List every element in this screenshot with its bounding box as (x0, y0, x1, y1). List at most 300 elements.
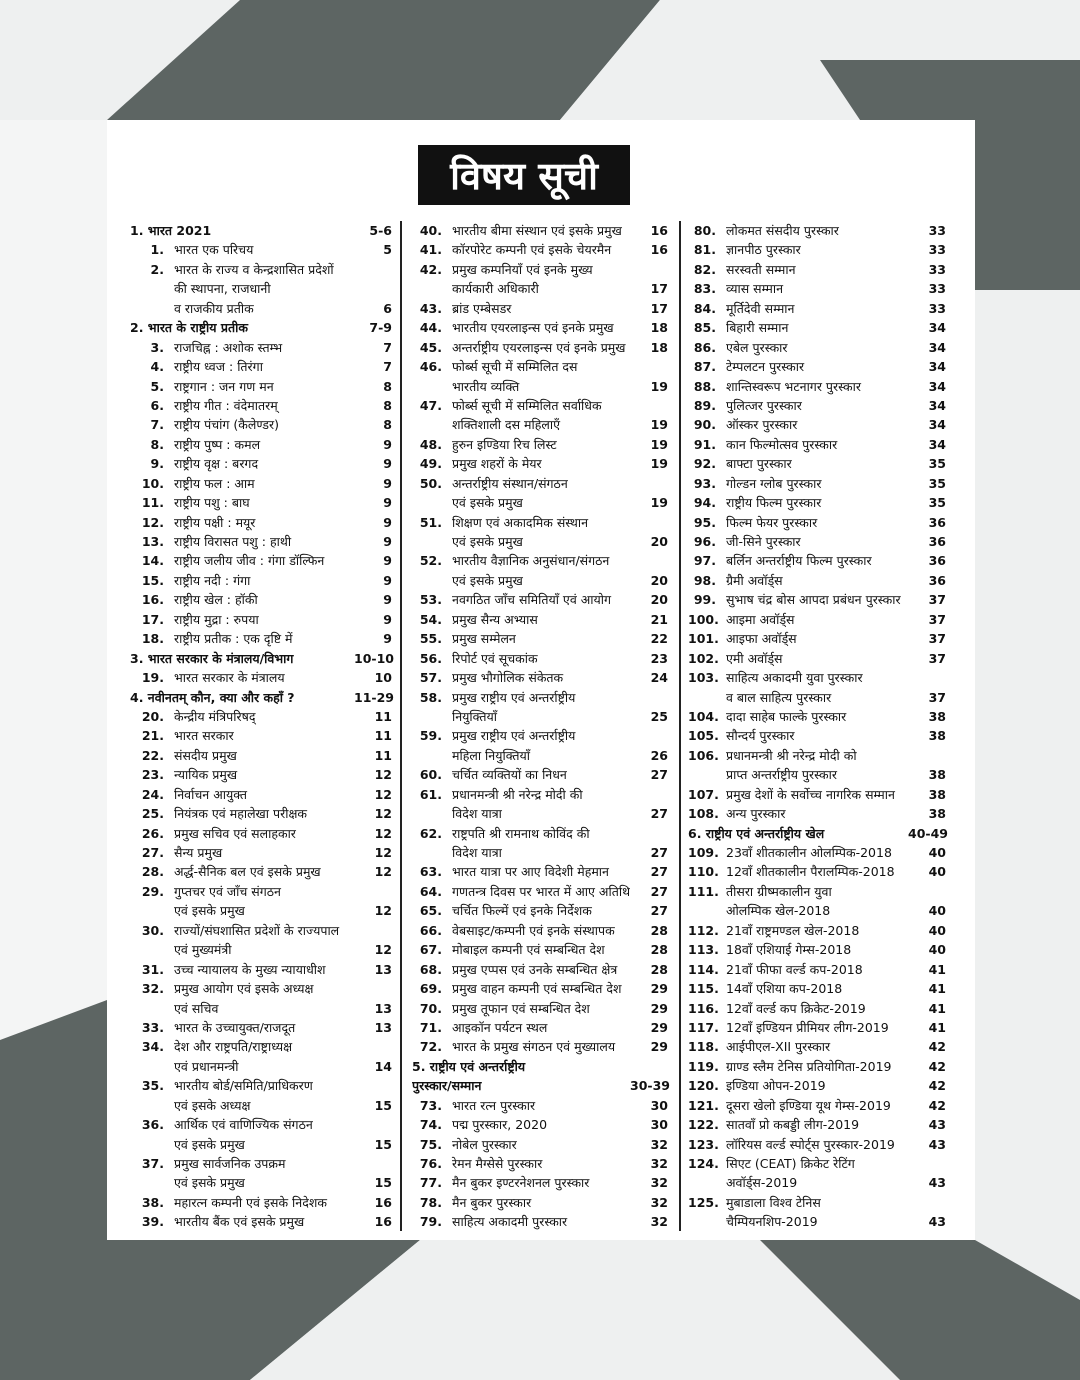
entry-number: 119. (688, 1058, 719, 1074)
entry-number: 125. (688, 1194, 719, 1210)
toc-entry[interactable] (130, 454, 392, 473)
page-number (908, 882, 946, 901)
toc-line (688, 1154, 946, 1173)
entry-number: 62. (419, 825, 442, 841)
page-number: 43 (928, 1117, 946, 1133)
entry-title: प्रमुख तूफान एवं सम्बन्धित देश (452, 1000, 590, 1016)
toc-line (412, 629, 668, 648)
page-number (630, 551, 668, 570)
toc-entry[interactable] (412, 649, 668, 668)
toc-entry[interactable] (412, 629, 668, 648)
entry-title: एवं इसके प्रमुख (452, 534, 523, 549)
entry-number: 43. (419, 300, 442, 316)
toc-entry[interactable] (412, 688, 668, 727)
page-number: 29 (650, 1019, 668, 1035)
toc-entry[interactable] (412, 979, 668, 998)
toc-entry[interactable] (412, 882, 668, 901)
toc-entry[interactable] (688, 649, 946, 668)
toc-entry[interactable] (688, 493, 946, 512)
toc-line (130, 824, 392, 843)
toc-entry[interactable] (130, 824, 392, 843)
toc-entry[interactable] (688, 571, 946, 590)
toc-entry[interactable] (130, 1154, 392, 1193)
toc-entry[interactable] (688, 1154, 946, 1193)
toc-line (688, 1135, 946, 1154)
toc-entry[interactable] (412, 474, 668, 513)
toc-entry[interactable] (688, 1076, 946, 1095)
entry-title: प्रमुख एप्पस एवं उनके सम्बन्धित क्षेत्र (452, 961, 618, 977)
toc-line (412, 1173, 668, 1192)
toc-line (688, 590, 946, 609)
page-number: 9 (383, 611, 392, 627)
toc-entry[interactable] (130, 1193, 392, 1212)
toc-line (412, 843, 668, 862)
page-number: 11 (374, 747, 392, 763)
toc-entry[interactable] (688, 882, 946, 921)
page-number: 25 (650, 708, 668, 724)
toc-line (688, 688, 946, 707)
toc-line (412, 221, 668, 240)
entry-number: 70. (419, 1000, 442, 1016)
toc-entry[interactable] (688, 474, 946, 493)
toc-entry[interactable] (130, 707, 392, 726)
page-number: 12 (374, 845, 392, 860)
page-number: 33 (928, 242, 946, 258)
entry-number: 22. (141, 747, 164, 763)
entry-number: 84. (693, 300, 716, 316)
entry-title: राष्ट्रीय प्रतीक : एक दृष्टि में (174, 631, 293, 647)
toc-entry[interactable] (688, 668, 946, 707)
toc-entry[interactable] (688, 979, 946, 998)
toc-line (130, 610, 392, 629)
toc-entry[interactable] (412, 901, 668, 920)
entry-title: कार्यकारी अधिकारी (452, 281, 539, 297)
toc-entry[interactable] (688, 1096, 946, 1115)
toc-line (412, 590, 668, 609)
toc-entry[interactable] (130, 1115, 392, 1154)
toc-entry[interactable] (130, 260, 392, 318)
toc-entry[interactable] (412, 610, 668, 629)
page-number: 29 (650, 981, 668, 997)
page-number: 13 (374, 961, 392, 977)
contents-column-2 (412, 221, 668, 1232)
toc-entry[interactable] (688, 1193, 946, 1232)
toc-entry[interactable] (412, 513, 668, 552)
entry-number: 111. (688, 883, 719, 899)
toc-line (130, 785, 392, 804)
page-number: 13 (374, 1000, 392, 1016)
toc-entry[interactable] (130, 532, 392, 551)
toc-entry[interactable] (412, 668, 668, 687)
entry-title: सौन्दर्य पुरस्कार (726, 728, 795, 744)
toc-entry[interactable] (130, 921, 392, 960)
toc-line (130, 377, 392, 396)
toc-line (130, 862, 392, 881)
toc-entry[interactable] (412, 299, 668, 318)
toc-entry[interactable] (688, 221, 946, 240)
page-number (354, 979, 392, 998)
page-number: 40 (928, 845, 946, 860)
entry-title: महारत्न कम्पनी एवं इसके निदेशक (174, 1194, 327, 1210)
toc-entry[interactable] (130, 571, 392, 590)
page-number: 42 (928, 1078, 946, 1094)
page-number: 7 (383, 339, 392, 355)
toc-entry[interactable] (130, 1037, 392, 1076)
toc-entry[interactable] (688, 299, 946, 318)
entry-number: 58. (419, 689, 442, 705)
toc-entry[interactable] (688, 1135, 946, 1154)
entry-number: 37. (141, 1156, 164, 1171)
toc-entry[interactable] (130, 1212, 392, 1231)
toc-entry[interactable] (130, 338, 392, 357)
page-number: 12 (374, 806, 392, 822)
toc-entry[interactable] (688, 629, 946, 648)
entry-number (412, 746, 442, 765)
toc-entry[interactable] (412, 590, 668, 609)
entry-title: पद्म पुरस्कार, 2020 (452, 1117, 548, 1133)
toc-entry[interactable] (130, 979, 392, 1018)
entry-number: 86. (693, 339, 716, 355)
entry-number: 2. (150, 261, 164, 277)
toc-line (130, 1135, 392, 1154)
toc-entry[interactable] (412, 960, 668, 979)
entry-title: एवं इसके प्रमुख (174, 903, 245, 919)
toc-entry[interactable] (130, 357, 392, 376)
toc-entry[interactable] (412, 999, 668, 1018)
entry-title: राष्ट्रीय विरासत पशु : हाथी (174, 534, 292, 549)
toc-entry[interactable] (412, 785, 668, 824)
page-number: 34 (928, 378, 946, 394)
toc-entry[interactable] (688, 940, 946, 959)
entry-number: 97. (693, 553, 716, 569)
toc-entry[interactable] (130, 415, 392, 434)
toc-entry[interactable] (688, 746, 946, 785)
toc-section-heading[interactable] (130, 649, 392, 668)
toc-line (412, 513, 668, 532)
page-number: 28 (650, 961, 668, 977)
toc-line (412, 357, 668, 376)
toc-line (130, 921, 392, 940)
page-number (354, 1076, 392, 1095)
toc-entry[interactable] (130, 590, 392, 609)
toc-line (130, 260, 392, 279)
toc-entry[interactable] (688, 1115, 946, 1134)
page-number (630, 513, 668, 532)
page-number (354, 882, 392, 901)
toc-entry[interactable] (688, 804, 946, 823)
toc-section-heading[interactable] (130, 688, 392, 707)
toc-line (412, 1135, 668, 1154)
entry-number: 14. (141, 553, 164, 569)
toc-entry[interactable] (688, 707, 946, 726)
toc-entry[interactable] (130, 474, 392, 493)
toc-entry[interactable] (412, 435, 668, 454)
toc-line (412, 532, 668, 551)
entry-number (688, 1173, 716, 1192)
entry-number: 18. (141, 631, 164, 647)
entry-title: अन्तर्राष्ट्रीय संस्थान/संगठन (452, 475, 568, 491)
toc-line (688, 785, 946, 804)
entry-title: एमी अवॉर्ड्स (726, 650, 783, 666)
toc-entry[interactable] (688, 843, 946, 862)
toc-section-heading[interactable] (688, 824, 946, 843)
entry-number: 85. (693, 320, 716, 336)
page-number: 24 (650, 670, 668, 686)
entry-title: फोर्ब्स सूची में सम्मिलित सर्वाधिक (452, 397, 602, 413)
toc-line (688, 1057, 946, 1076)
entry-number (412, 804, 442, 823)
entry-title: नोबेल पुरस्कार (452, 1136, 517, 1152)
toc-entry[interactable] (688, 377, 946, 396)
toc-entry[interactable] (688, 532, 946, 551)
entry-title: बाफ्टा पुरस्कार (726, 456, 792, 472)
page-number: 9 (383, 534, 392, 549)
toc-entry[interactable] (130, 629, 392, 648)
entry-number: 51. (419, 514, 442, 530)
entry-number (130, 901, 164, 920)
entry-title: भारतीय बीमा संस्थान एवं इसके प्रमुख (452, 223, 622, 238)
entry-number: 24. (141, 786, 164, 802)
toc-entry[interactable] (412, 396, 668, 435)
toc-entry[interactable] (412, 1173, 668, 1192)
page-number: 37 (928, 689, 946, 705)
entry-title: 14वाँ एशिया कप-2018 (726, 981, 843, 997)
toc-entry[interactable] (412, 1096, 668, 1115)
toc-entry[interactable] (412, 1154, 668, 1173)
entry-number: 120. (688, 1078, 719, 1094)
entry-title: प्रमुख सैन्य अभ्यास (452, 611, 538, 627)
entry-title: गणतन्त्र दिवस पर भारत में आए अतिथि (452, 883, 630, 899)
toc-line (130, 901, 392, 920)
entry-number: 104. (688, 708, 719, 724)
entry-number: 60. (419, 767, 442, 783)
toc-entry[interactable] (412, 824, 668, 863)
toc-line (688, 707, 946, 726)
toc-line (688, 240, 946, 259)
page-number: 37 (928, 650, 946, 666)
toc-entry[interactable] (130, 960, 392, 979)
page-number: 19 (650, 495, 668, 511)
entry-number: 15. (141, 572, 164, 588)
toc-entry[interactable] (412, 940, 668, 959)
toc-entry[interactable] (688, 435, 946, 454)
toc-entry[interactable] (130, 513, 392, 532)
entry-number: 61. (419, 786, 442, 802)
toc-entry[interactable] (688, 1037, 946, 1056)
toc-entry[interactable] (688, 240, 946, 259)
entry-number: 95. (693, 514, 716, 530)
entry-title: राष्ट्रीय पंचांग (कैलेण्डर) (174, 417, 279, 433)
toc-entry[interactable] (688, 551, 946, 570)
toc-entry[interactable] (412, 1018, 668, 1037)
entry-title: दूसरा खेलो इण्डिया यूथ गेम्स-2019 (726, 1097, 891, 1113)
toc-entry[interactable] (130, 610, 392, 629)
entry-number: 56. (419, 650, 442, 666)
page-number: 38 (928, 806, 946, 822)
toc-line (688, 668, 946, 687)
entry-number: 67. (419, 942, 442, 958)
page-number: 27 (650, 767, 668, 783)
entry-number: 73. (419, 1097, 442, 1113)
toc-entry[interactable] (412, 318, 668, 337)
toc-entry[interactable] (688, 338, 946, 357)
toc-line (688, 357, 946, 376)
toc-entry[interactable] (130, 240, 392, 259)
page-number: 12 (374, 864, 392, 880)
toc-entry[interactable] (130, 377, 392, 396)
entry-title: प्रमुख सम्मेलन (452, 631, 516, 647)
page-number: 27 (650, 883, 668, 899)
entry-number (688, 688, 716, 707)
toc-entry[interactable] (688, 279, 946, 298)
toc-entry[interactable] (130, 746, 392, 765)
toc-entry[interactable] (688, 1018, 946, 1037)
toc-entry[interactable] (412, 551, 668, 590)
toc-entry[interactable] (688, 960, 946, 979)
toc-entry[interactable] (688, 454, 946, 473)
toc-entry[interactable] (412, 1193, 668, 1212)
entry-number: 103. (688, 670, 719, 686)
toc-entry[interactable] (130, 493, 392, 512)
entry-number: 75. (419, 1136, 442, 1152)
toc-entry[interactable] (688, 260, 946, 279)
toc-entry[interactable] (412, 1037, 668, 1056)
page-number: 34 (928, 397, 946, 413)
toc-line (130, 960, 392, 979)
toc-entry[interactable] (130, 396, 392, 415)
toc-entry[interactable] (688, 415, 946, 434)
toc-line (412, 1057, 668, 1076)
toc-line (688, 921, 946, 940)
entry-title: कान फिल्मोत्सव पुरस्कार (726, 436, 838, 452)
toc-entry[interactable] (130, 435, 392, 454)
entry-title: तीसरा ग्रीष्मकालीन युवा (726, 883, 832, 899)
toc-section-heading[interactable] (130, 221, 392, 240)
page-number: 11 (374, 708, 392, 724)
toc-entry[interactable] (130, 668, 392, 687)
entry-number: 90. (693, 417, 716, 433)
toc-line (130, 649, 392, 668)
toc-section-heading[interactable] (412, 1057, 668, 1096)
toc-entry[interactable] (412, 765, 668, 784)
toc-line (130, 843, 392, 862)
toc-line (688, 804, 946, 823)
toc-line (412, 688, 668, 707)
entry-number: 110. (688, 864, 719, 880)
entry-title: 21वाँ फीफा वर्ल्ड कप-2018 (726, 961, 863, 977)
toc-entry[interactable] (412, 1135, 668, 1154)
toc-entry[interactable] (412, 221, 668, 240)
entry-title: मैन बुकर इण्टरनेशनल पुरस्कार (452, 1175, 590, 1191)
entry-number: 81. (693, 242, 716, 258)
toc-entry[interactable] (688, 590, 946, 609)
toc-entry[interactable] (688, 513, 946, 532)
toc-entry[interactable] (688, 921, 946, 940)
page-number: 38 (928, 767, 946, 783)
toc-line (412, 824, 668, 843)
toc-entry[interactable] (688, 1057, 946, 1076)
toc-entry[interactable] (130, 862, 392, 881)
toc-line (688, 318, 946, 337)
toc-entry[interactable] (130, 1076, 392, 1115)
toc-entry[interactable] (130, 765, 392, 784)
entry-number (130, 299, 164, 318)
toc-entry[interactable] (412, 357, 668, 396)
toc-entry[interactable] (688, 862, 946, 881)
toc-line (412, 707, 668, 726)
toc-entry[interactable] (412, 1115, 668, 1134)
page-number: 33 (928, 223, 946, 238)
toc-entry[interactable] (130, 882, 392, 921)
toc-entry[interactable] (688, 785, 946, 804)
entry-title: साहित्य अकादमी युवा पुरस्कार (726, 670, 863, 686)
entry-number: 87. (693, 359, 716, 375)
page-number: 9 (383, 514, 392, 530)
entry-title: बिहारी सम्मान (726, 320, 789, 336)
entry-title: टेम्पलटन पुरस्कार (726, 359, 805, 375)
page-number: 34 (928, 436, 946, 452)
toc-entry[interactable] (130, 804, 392, 823)
entry-title: प्रमुख कम्पनियाँ एवं इनके मुख्य (452, 261, 593, 277)
toc-entry[interactable] (412, 862, 668, 881)
toc-entry[interactable] (412, 454, 668, 473)
entry-number (412, 532, 442, 551)
toc-section-heading[interactable] (130, 318, 392, 337)
toc-entry[interactable] (130, 843, 392, 862)
entry-number: 29. (141, 883, 164, 899)
entry-title: सैन्य प्रमुख (174, 845, 223, 860)
toc-line (412, 765, 668, 784)
page-number: 40-49 (908, 825, 948, 841)
toc-entry[interactable] (412, 921, 668, 940)
toc-line (688, 396, 946, 415)
toc-line (688, 571, 946, 590)
page-number: 20 (650, 572, 668, 588)
toc-line (688, 221, 946, 240)
toc-line (688, 1173, 946, 1192)
page-number: 21 (650, 611, 668, 627)
page-number: 9 (383, 631, 392, 647)
toc-entry[interactable] (688, 610, 946, 629)
toc-entry[interactable] (412, 260, 668, 299)
toc-entry[interactable] (688, 999, 946, 1018)
toc-line (688, 532, 946, 551)
entry-number: 44. (419, 320, 442, 336)
toc-entry[interactable] (688, 357, 946, 376)
toc-entry[interactable] (130, 1018, 392, 1037)
page-number: 8 (383, 378, 392, 394)
entry-title: भारत यात्रा पर आए विदेशी मेहमान (452, 864, 609, 880)
toc-line (130, 1154, 392, 1173)
toc-entry[interactable] (412, 1212, 668, 1231)
toc-entry[interactable] (130, 551, 392, 570)
toc-entry[interactable] (412, 338, 668, 357)
entry-number (688, 765, 716, 784)
page-number: 18 (650, 320, 668, 336)
toc-entry[interactable] (688, 396, 946, 415)
entry-number: 20. (141, 708, 164, 724)
toc-entry[interactable] (688, 318, 946, 337)
page-number: 17 (650, 300, 668, 316)
toc-entry[interactable] (130, 785, 392, 804)
page-number: 7 (383, 359, 392, 375)
toc-entry[interactable] (412, 726, 668, 765)
toc-line (688, 1096, 946, 1115)
toc-line (412, 1154, 668, 1173)
toc-entry[interactable] (130, 726, 392, 745)
toc-entry[interactable] (688, 726, 946, 745)
toc-entry[interactable] (412, 240, 668, 259)
